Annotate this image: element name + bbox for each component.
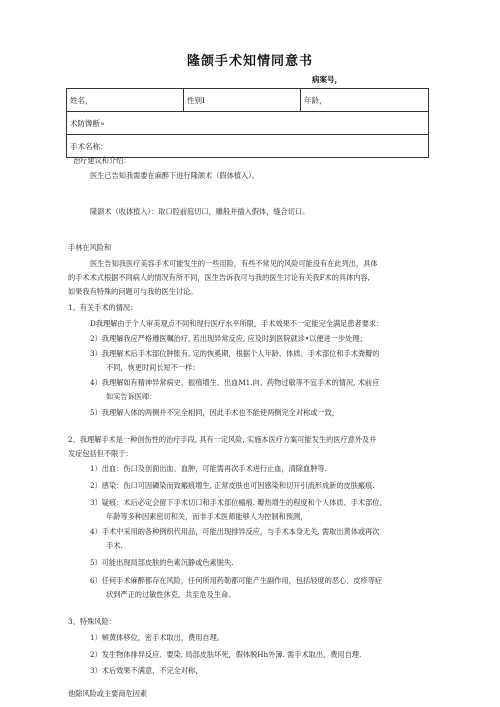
surgery-name-field[interactable]: 手术名称： [67,135,429,158]
gender-field[interactable]: 性别I [184,89,301,112]
section-1-heading: 1、有关手术的情况： [68,303,138,312]
table-row [67,112,429,135]
section-1-item-3-cont: 不同，恢更时间长短不一样： [106,363,200,372]
section-1-item-2: 2）我理解我应严格遵医嘱治疗, 若出现异常反应, 应及时到医院就诊•以便进一步处理； [90,334,367,343]
section-1-item-3: 3）我理解术后手术部位肿胀有, 定的恢奚期，根据个人年龄、体质、手术部位和手术粪瓣的 [90,349,380,358]
section-2-item-4: 4）手术中采用的各种例织代用品，可能出现排异反应，与手术本身无关, 需取出黄体或再次 [90,527,380,536]
section-3-item-3: 3）术后效果不满意，不完全对称， [90,666,203,675]
preop-diagnosis-field[interactable]: 术防馋断» [67,112,429,135]
section-2-item-6: 6）任何手术麻醉都存在风险，任何所用药勒都可能产生副作用，包括轻度的恶心、皮疹等症 [90,576,383,585]
section-3-heading: 3、特殊风险： [68,617,116,626]
section-2-item-4-cont: 手术. [106,541,123,550]
table-row [67,89,429,112]
section-3-item-1: 1）頰黄体移位，密手术取出，费用自理。 [90,633,224,642]
risks-paragraph-line-3: 如果我有特殊的问题可与我的医生讨论。 [68,287,198,296]
section-1-item-4-cont: 如实告诉医师： [106,392,157,401]
document-title: 隆颌手术知情同意书 [186,54,313,69]
intro-line-2: 隆颌术（收体植入）：取口腔前庭切口，雕般并插入假体，缝合切口。 [90,207,310,216]
case-number-label: 病案号， [312,75,342,84]
section-1-item-1: D我理解由于个人审美观点不同和现行医疗水平所限，手术效果不一定能完全满足患者要求： [90,319,384,328]
section-2-item-1: 1）出血：伤口及创面出血、血肿，可能需再次手术进行止血，清除血肿等. [90,464,327,473]
other-risks-line: 他除风险或主要商危因素 [68,689,148,698]
intro-line-1: 医生已告知我需要在麻醉下进行隆颌术（假体植入）。 [90,171,259,180]
section-2-heading: 2、我理解手术是一种创伤性的治疗手段, 具有一定风险, 实施本医疗方案可能发生的医疗意外及并 [68,435,377,444]
section-2-item-2: 2）感染：伤口可因磷染而致瘢痕增生, 正常皮肤也可因感染和切开引流形成新的皮肤瘢痕. [90,481,375,490]
risks-paragraph-line-1: 医生告知我医疗美容手术可能发生的一些用险，有些不常见的风险可能没有在此列出，具体 [90,259,378,268]
section-2-item-3: 3）疑痕：术后必定会留下手术切口和手术部位瘢痕. 瓣热增生的程度和个人体质、手术部位、 [90,498,387,507]
section-2-item-6-cont: 状到严正的过敏性休克，共至危及生命。 [106,590,236,599]
risks-paragraph-line-2: 的手术术式根据不同病人的情况有所不同，医生告诉我可与我的医生讨论有关我F术的具体内容, [68,273,370,282]
age-field[interactable]: 年龄， [301,89,429,112]
intro-heading: 治疗建议和介绍： [73,156,131,165]
risks-heading: 手林在风险和 [68,243,112,252]
patient-info-table [66,88,429,158]
section-2-heading-cont: 发症包括但不限于： [68,449,133,458]
section-3-item-2: 2）发生物体排异反应、要染, 局部皮肤坏死，假体脱Hh外簿. 需手术取出，费用自理. [90,650,362,659]
section-1-item-5: 5）我理解人体的两侧并不完全相同，因此手术也不能使两侧完全对称或一致， [90,408,339,417]
section-2-item-3-cont: 年龄等多种因素密切和关，而非手术医师能够人为控制和预测， [106,512,308,521]
section-1-item-4: 4）我理解如有精神异常病史、振痕增生、出血M1.向、药物过敏等不宜手术的情况, 术前应 [90,378,380,387]
section-2-item-5: 5）可能出现局部皮肤的色素沉静或色素脱失. [90,558,234,567]
name-field[interactable]: 姓名， [67,89,184,112]
